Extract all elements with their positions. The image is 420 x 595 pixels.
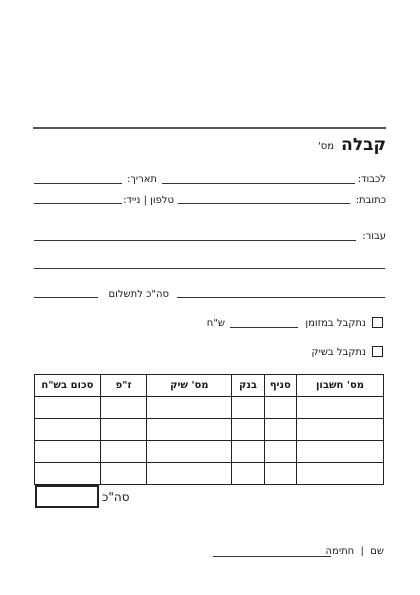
table-cell[interactable] xyxy=(232,397,264,419)
total-to-pay-field[interactable] xyxy=(34,297,98,298)
table-cell[interactable] xyxy=(297,441,384,463)
col-account-number: מס' חשבון xyxy=(297,375,384,397)
table-cell[interactable] xyxy=(100,463,147,485)
table-cell[interactable] xyxy=(147,441,232,463)
table-cell[interactable] xyxy=(100,419,147,441)
table-cell[interactable] xyxy=(35,397,101,419)
table-cell[interactable] xyxy=(297,397,384,419)
table-row xyxy=(35,441,384,463)
checks-table xyxy=(34,374,384,485)
currency-label: ש"ח xyxy=(206,318,225,329)
total-line-right[interactable] xyxy=(177,297,385,298)
table-cell[interactable] xyxy=(100,441,147,463)
check-label: נתקבל בשיק xyxy=(311,347,366,358)
col-bank: בנק xyxy=(232,375,264,397)
table-cell[interactable] xyxy=(297,463,384,485)
col-due-date: ז"פ xyxy=(100,375,147,397)
table-cell[interactable] xyxy=(35,441,101,463)
receipt-number-label: מס' xyxy=(317,141,334,152)
signature-field[interactable] xyxy=(213,556,331,557)
table-cell[interactable] xyxy=(35,419,101,441)
check-checkbox[interactable] xyxy=(372,346,383,357)
table-cell[interactable] xyxy=(264,419,296,441)
table-row xyxy=(35,419,384,441)
table-cell[interactable] xyxy=(264,463,296,485)
table-cell[interactable] xyxy=(147,419,232,441)
date-label: תאריך: xyxy=(127,174,157,185)
table-cell[interactable] xyxy=(232,441,264,463)
total-to-pay-label: סה"כ לתשלום xyxy=(108,289,169,300)
total-amount-box[interactable] xyxy=(35,485,99,508)
table-header-row xyxy=(35,375,384,397)
table-cell[interactable] xyxy=(264,397,296,419)
table-cell[interactable] xyxy=(147,463,232,485)
table-cell[interactable] xyxy=(147,397,232,419)
address-field[interactable] xyxy=(178,203,350,204)
cash-amount-field[interactable] xyxy=(230,327,298,328)
address-label: כתובת: xyxy=(355,195,386,206)
phone-label: טלפון | נייד: xyxy=(123,195,174,206)
col-check-number: מס' שיק xyxy=(147,375,232,397)
table-cell[interactable] xyxy=(232,419,264,441)
for-field[interactable] xyxy=(34,240,356,241)
for-field-line-2[interactable] xyxy=(34,268,385,269)
cash-label: נתקבל במזומן xyxy=(305,318,366,329)
table-row xyxy=(35,397,384,419)
table-cell[interactable] xyxy=(35,463,101,485)
receipt-title: קבלה xyxy=(341,135,386,155)
col-branch: סניף xyxy=(264,375,296,397)
header-rule xyxy=(33,127,386,129)
table-cell[interactable] xyxy=(100,397,147,419)
to-field[interactable] xyxy=(162,183,355,184)
phone-field[interactable] xyxy=(34,203,122,204)
signature-label: שם | חתימה xyxy=(325,546,384,557)
table-cell[interactable] xyxy=(264,441,296,463)
table-cell[interactable] xyxy=(232,463,264,485)
table-cell[interactable] xyxy=(297,419,384,441)
date-field[interactable] xyxy=(34,183,122,184)
cash-checkbox[interactable] xyxy=(372,317,383,328)
total-label: סה"כ xyxy=(102,490,130,504)
to-label: לכבוד: xyxy=(357,174,386,185)
col-amount: סכום בש"ח xyxy=(35,375,101,397)
table-row xyxy=(35,463,384,485)
for-label: עבור: xyxy=(362,231,386,242)
